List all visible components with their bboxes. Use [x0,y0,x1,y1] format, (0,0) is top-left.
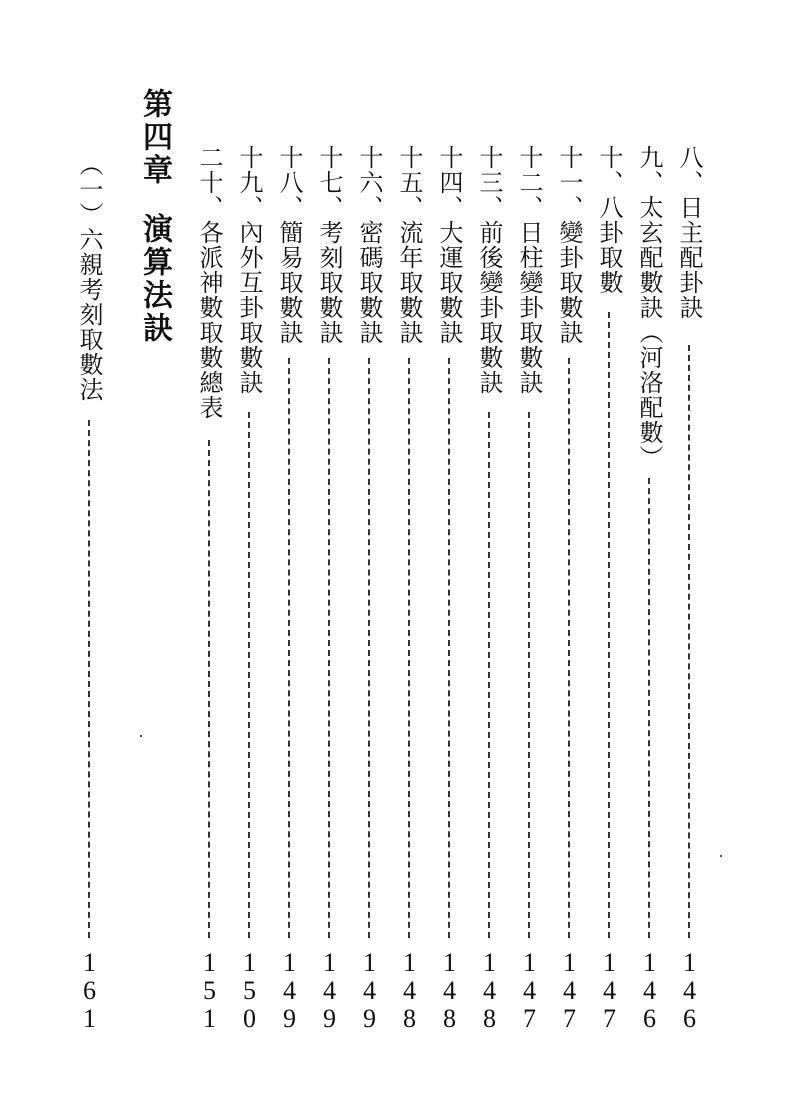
dotted-leader [648,478,650,938]
dotted-leader [288,358,290,938]
entry-title: 十九、內外互卦取數訣 [235,145,263,395]
toc-entry[interactable] [349,0,389,1098]
dotted-leader [528,412,530,938]
entry-page: 148 [395,948,424,1032]
toc-section-entry[interactable] [69,0,109,1098]
section-page: 161 [75,948,104,1032]
entry-page: 151 [195,948,224,1032]
toc-entry[interactable] [229,0,269,1098]
chapter-heading [132,88,176,345]
dotted-leader [328,358,330,938]
chapter-label: 第四章 [137,88,172,187]
dotted-leader [208,440,210,938]
entry-page: 146 [635,948,664,1032]
dotted-leader [568,358,570,938]
dotted-leader [448,358,450,938]
dotted-leader [88,420,90,938]
dotted-leader [368,358,370,938]
entry-title: 十、八卦取數 [595,145,623,295]
entry-page: 147 [555,948,584,1032]
entry-page: 148 [435,948,464,1032]
entry-title: 十七、考刻取數訣 [315,145,343,345]
entry-title: 十五、流年取數訣 [395,145,423,345]
dotted-leader [608,312,610,938]
scan-speck [720,855,722,857]
entry-title: 二十、各派神數取數總表 [195,145,223,420]
entry-title: 十八、簡易取數訣 [275,145,303,345]
entry-page: 150 [235,948,264,1032]
entry-title: 十三、前後變卦取數訣 [475,145,503,395]
dotted-leader [688,345,690,938]
dotted-leader [488,412,490,938]
toc-entry[interactable] [189,0,229,1098]
scan-speck [140,735,142,737]
entry-page: 149 [275,948,304,1032]
toc-entry[interactable] [469,0,509,1098]
entry-page: 147 [515,948,544,1032]
entry-page: 149 [355,948,384,1032]
entry-title: 九、太玄配數訣（河洛配數） [635,145,663,470]
entry-title: 十一、變卦取數訣 [555,145,583,345]
toc-entry[interactable] [429,0,469,1098]
dotted-leader [408,358,410,938]
chapter-title: 演算法訣 [137,213,172,345]
section-title: （一）六親考刻取數法 [75,152,103,402]
dotted-leader [248,412,250,938]
toc-entry[interactable] [629,0,669,1098]
toc-entry[interactable] [389,0,429,1098]
entry-title: 八、日主配卦訣 [675,145,703,320]
entry-title: 十六、密碼取數訣 [355,145,383,345]
toc-entry[interactable] [589,0,629,1098]
entry-title: 十四、大運取數訣 [435,145,463,345]
entry-page: 148 [475,948,504,1032]
toc-entry[interactable] [269,0,309,1098]
toc-entry[interactable] [549,0,589,1098]
entry-page: 147 [595,948,624,1032]
entry-title: 十二、日柱變卦取數訣 [515,145,543,395]
toc-entry[interactable] [509,0,549,1098]
entry-page: 149 [315,948,344,1032]
toc-entry[interactable] [669,0,709,1098]
entry-page: 146 [675,948,704,1032]
toc-entry[interactable] [309,0,349,1098]
